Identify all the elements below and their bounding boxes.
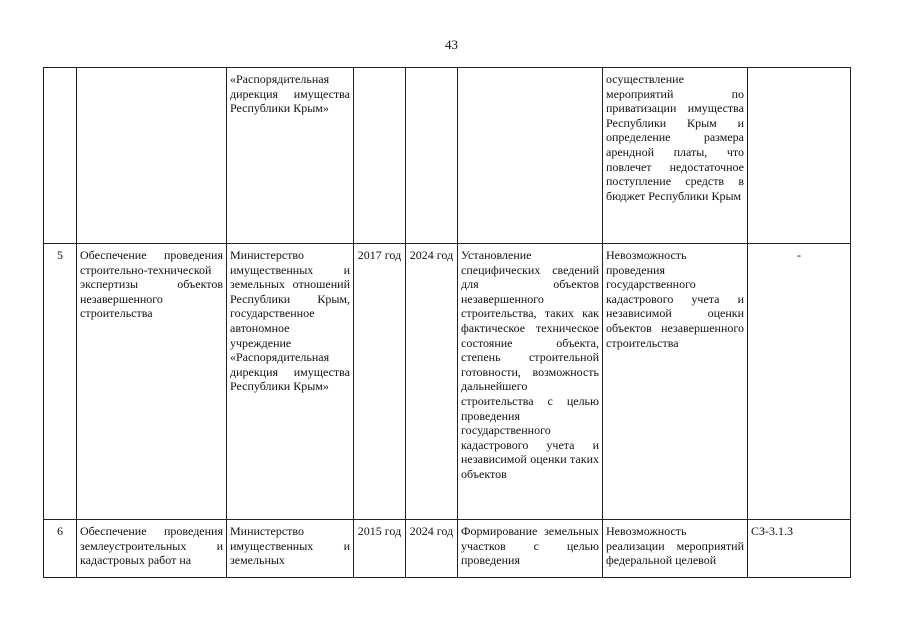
- start-year-cell: [354, 68, 406, 244]
- start-year-cell: 2015 год: [354, 520, 406, 578]
- task-cell: Обеспечение проведения землеустроительных и кадастровых работ на: [77, 520, 227, 578]
- table-row: [44, 244, 851, 520]
- table-row: [44, 68, 851, 244]
- task-cell: [77, 68, 227, 244]
- page-number: 43: [445, 37, 458, 52]
- start-year-cell: 2017 год: [354, 244, 406, 520]
- consequence-cell: осуществление мероприятий по приватизации имущества Республики Крым и определение размера арендной платы, что повлечет недостаточное поступление средств в бюджет Республики Крым: [603, 68, 748, 244]
- row-number: 5: [44, 244, 77, 520]
- end-year-cell: [406, 68, 458, 244]
- result-cell: Установление специфических сведений для объектов незавершенного строительства, таких как фактическое техническое состояние объекта, степень строительной готовности, возможность дальнейшего строительства с целью проведения государственного кадастрового учета и независимой оценки таких объектов: [458, 244, 603, 520]
- consequence-cell: Невозможность проведения государственного кадастрового учета и независимой оценки объектов незавершенного строительства: [603, 244, 748, 520]
- executor-cell: «Распорядительная дирекция имущества Республики Крым»: [227, 68, 354, 244]
- end-year-cell: 2024 год: [406, 520, 458, 578]
- result-cell: [458, 68, 603, 244]
- executor-cell: Министерство имущественных и земельных: [227, 520, 354, 578]
- consequence-cell: Невозможность реализации мероприятий федеральной целевой: [603, 520, 748, 578]
- row-number: [44, 68, 77, 244]
- row-number: 6: [44, 520, 77, 578]
- task-cell: Обеспечение проведения строительно-технической экспертизы объектов незавершенного строительства: [77, 244, 227, 520]
- program-table: [43, 67, 851, 578]
- indicator-cell: -: [748, 244, 851, 520]
- indicator-cell: СЗ-3.1.3: [748, 520, 851, 578]
- result-cell: Формирование земельных участков с целью проведения: [458, 520, 603, 578]
- executor-cell: Министерство имущественных и земельных отношений Республики Крым, государственное автономное учреждение «Распорядительная дирекция имущества Республики Крым»: [227, 244, 354, 520]
- indicator-cell: [748, 68, 851, 244]
- table-row: [44, 520, 851, 578]
- end-year-cell: 2024 год: [406, 244, 458, 520]
